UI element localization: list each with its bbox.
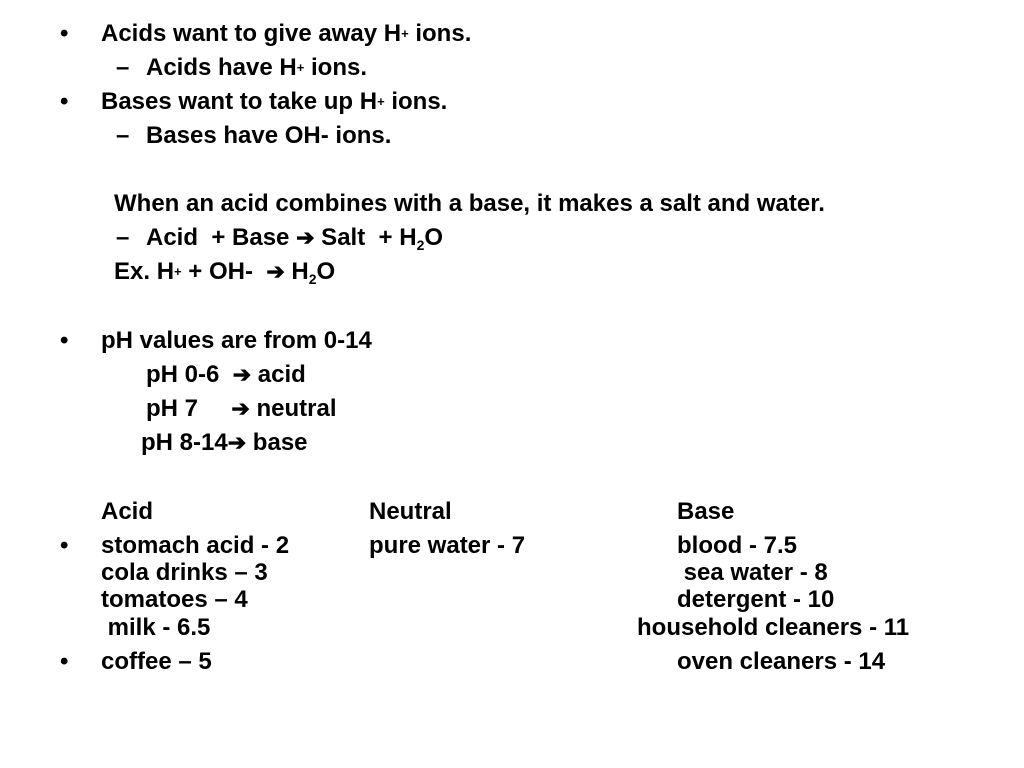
ex-c: H xyxy=(284,258,309,285)
eq-o: O xyxy=(424,224,444,251)
dash-2: – xyxy=(116,122,130,149)
ph-value: acid xyxy=(251,361,306,388)
eq-right: Salt + H xyxy=(314,224,417,251)
acid-item: tomatoes – 4 xyxy=(101,586,248,613)
dash-1: – xyxy=(116,54,130,81)
arrow-icon: ➔ xyxy=(296,225,315,250)
line-ph-neutral xyxy=(146,395,336,423)
line-bases-take-up xyxy=(101,88,447,116)
superscript: + xyxy=(377,94,385,109)
acid-item: stomach acid - 2 xyxy=(101,532,290,559)
bullet-1: • xyxy=(60,20,69,47)
line-acids-have xyxy=(146,54,367,82)
ex-b: + OH- xyxy=(181,258,267,285)
dash-3: – xyxy=(116,224,130,251)
neutral-item: pure water - 7 xyxy=(369,532,526,559)
subscript: 2 xyxy=(308,271,317,287)
line-equation xyxy=(146,224,443,252)
base-item: household cleaners - 11 xyxy=(637,614,910,641)
line-ph-acid xyxy=(146,361,306,389)
base-item: detergent - 10 xyxy=(677,586,835,613)
superscript: + xyxy=(296,60,305,75)
arrow-icon: ➔ xyxy=(266,259,285,284)
arrow-icon: ➔ xyxy=(231,396,250,421)
bullet-5: • xyxy=(60,648,69,675)
line-tail: ions. xyxy=(384,88,448,115)
header-neutral: Neutral xyxy=(369,498,452,525)
eq-left: Acid + Base xyxy=(146,224,297,251)
line-ph-range: pH values are from 0-14 xyxy=(101,327,372,354)
bullet-2: • xyxy=(60,88,69,115)
line-text: Acids have H xyxy=(146,54,297,81)
line-tail: ions. xyxy=(408,20,472,47)
base-item: sea water - 8 xyxy=(677,559,828,586)
ph-value: base xyxy=(246,429,308,456)
line-acids-give-away xyxy=(101,20,471,48)
subscript: 2 xyxy=(416,237,425,253)
arrow-icon: ➔ xyxy=(227,430,247,455)
line-acid-base-combine: When an acid combines with a base, it makes a salt and water. xyxy=(114,190,825,217)
arrow-icon: ➔ xyxy=(232,362,252,387)
acid-item: milk - 6.5 xyxy=(101,614,211,641)
ex-d: O xyxy=(316,258,336,285)
line-ph-base xyxy=(141,429,308,457)
acid-item: cola drinks – 3 xyxy=(101,559,268,586)
base-item: oven cleaners - 14 xyxy=(677,648,886,675)
acid-item: coffee – 5 xyxy=(101,648,212,675)
line-text: Acids want to give away H xyxy=(101,20,402,47)
ex-a: Ex. H xyxy=(114,258,175,285)
bullet-3: • xyxy=(60,327,69,354)
line-example xyxy=(114,258,335,286)
bullet-4: • xyxy=(60,532,69,559)
superscript: + xyxy=(401,26,409,41)
line-bases-have: Bases have OH- ions. xyxy=(146,122,392,149)
superscript: + xyxy=(174,264,182,279)
ph-label: pH 8-14 xyxy=(141,429,228,456)
header-acid: Acid xyxy=(101,498,154,525)
ph-value: neutral xyxy=(249,395,337,422)
ph-label: pH 0-6 xyxy=(146,361,233,388)
header-base: Base xyxy=(677,498,735,525)
ph-label: pH 7 xyxy=(146,395,232,422)
line-tail: ions. xyxy=(304,54,367,81)
line-text: Bases want to take up H xyxy=(101,88,378,115)
base-item: blood - 7.5 xyxy=(677,532,797,559)
